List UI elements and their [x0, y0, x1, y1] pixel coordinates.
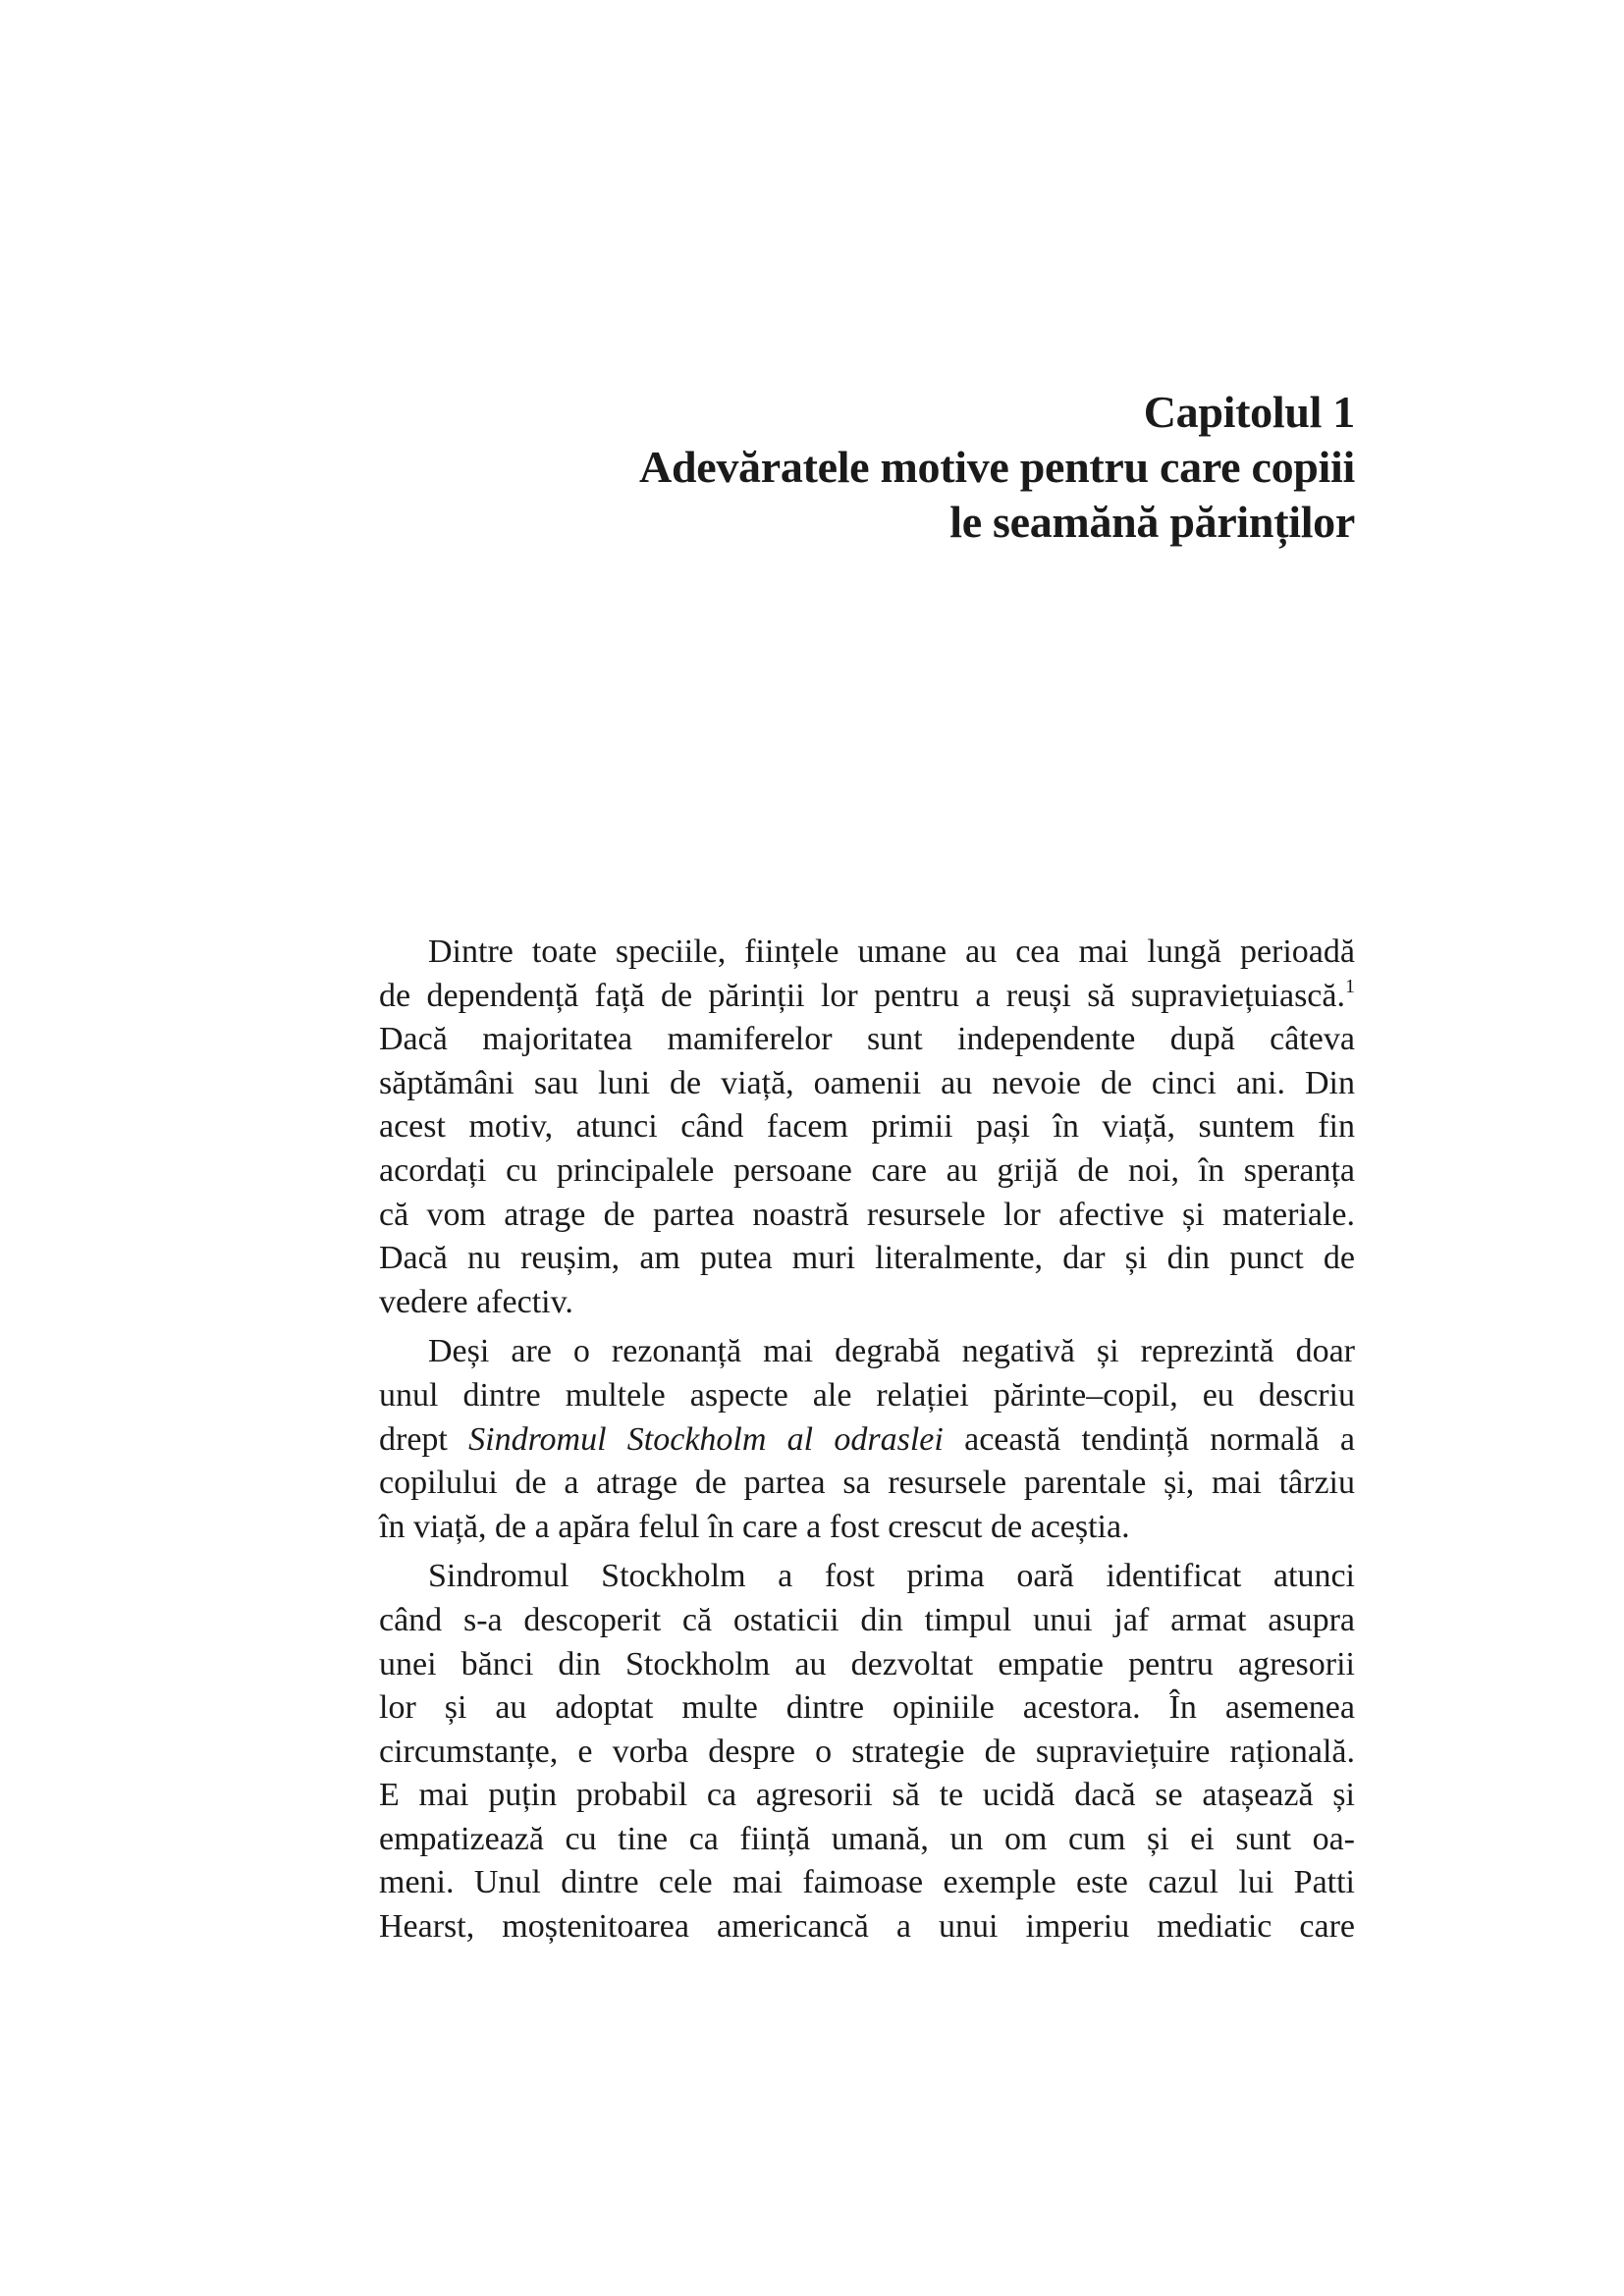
text-line: Dacă majoritatea mamiferelor sunt independente după câteva — [379, 1021, 1355, 1058]
text-line: Sindromul Stockholm a fost prima oară identificat atunci — [428, 1558, 1355, 1595]
text-line: empatizează cu tine ca ființă umană, un om cum și ei sunt oa- — [379, 1820, 1355, 1857]
text-line: unul dintre multele aspecte ale relației părinte–copil, eu descriu — [379, 1376, 1355, 1414]
italic-term: Sindromul Stockholm al odraslei — [468, 1420, 944, 1458]
text-line: vedere afectiv. — [379, 1283, 573, 1320]
text-line: circumstanțe, e vorba despre o strategie de supraviețuire rațională. — [379, 1733, 1355, 1770]
text-line: săptămâni sau luni de viață, oamenii au nevoie de cinci ani. Din — [379, 1064, 1355, 1101]
text-line: când s-a descoperit că ostaticii din timpul unui jaf armat asupra — [379, 1601, 1355, 1638]
text-line: acest motiv, atunci când facem primii pași în viață, suntem fin — [379, 1108, 1355, 1146]
text-segment: această tendință normală a — [943, 1420, 1356, 1458]
paragraph-1 — [379, 931, 1355, 1324]
text-line: că vom atrage de partea noastră resursele lor afective și materiale. — [379, 1196, 1355, 1233]
paragraph-3 — [379, 1555, 1355, 1949]
text-line: lor și au adoptat multe dintre opiniile acestora. În asemenea — [379, 1689, 1355, 1727]
text-line — [379, 1418, 1355, 1463]
text-line: Hearst, moștenitoarea americancă a unui imperiu mediatic care — [379, 1908, 1355, 1946]
body-text — [379, 931, 1355, 1955]
text-line: unei bănci din Stockholm au dezvoltat empatie pentru agresorii — [379, 1645, 1355, 1682]
chapter-number: Capitolul 1 — [1143, 387, 1355, 437]
chapter-title-line-2: le seamănă părinților — [949, 497, 1355, 547]
chapter-title-line-1: Adevăratele motive pentru care copiii — [639, 442, 1355, 492]
text-line: E mai puțin probabil ca agresorii să te ucidă dacă se atașează și — [379, 1777, 1355, 1814]
text-segment: drept — [379, 1420, 469, 1458]
text-line: copilului de a atrage de partea sa resursele parentale și, mai târziu — [379, 1465, 1355, 1502]
text-line: în viață, de a apăra felul în care a fost crescut de aceștia. — [379, 1508, 1130, 1545]
text-line: Dintre toate speciile, ființele umane au cea mai lungă perioadă — [428, 934, 1355, 970]
text-line — [379, 975, 1355, 1019]
footnote-reference[interactable]: 1 — [1345, 975, 1355, 997]
text-line: meni. Unul dintre cele mai faimoase exemple este cazul lui Patti — [379, 1864, 1355, 1901]
chapter-heading — [373, 385, 1355, 550]
text-line-content: de dependență față de părinții lor pentru a reuși să supraviețuiască. — [379, 977, 1345, 1014]
paragraph-2 — [379, 1330, 1355, 1549]
text-line: Dacă nu reușim, am putea muri literalmente, dar și din punct de — [379, 1240, 1355, 1277]
text-line: acordați cu principalele persoane care au grijă de noi, în speranța — [379, 1151, 1355, 1189]
text-line: Deși are o rezonanță mai degrabă negativă și reprezintă doar — [428, 1333, 1355, 1370]
